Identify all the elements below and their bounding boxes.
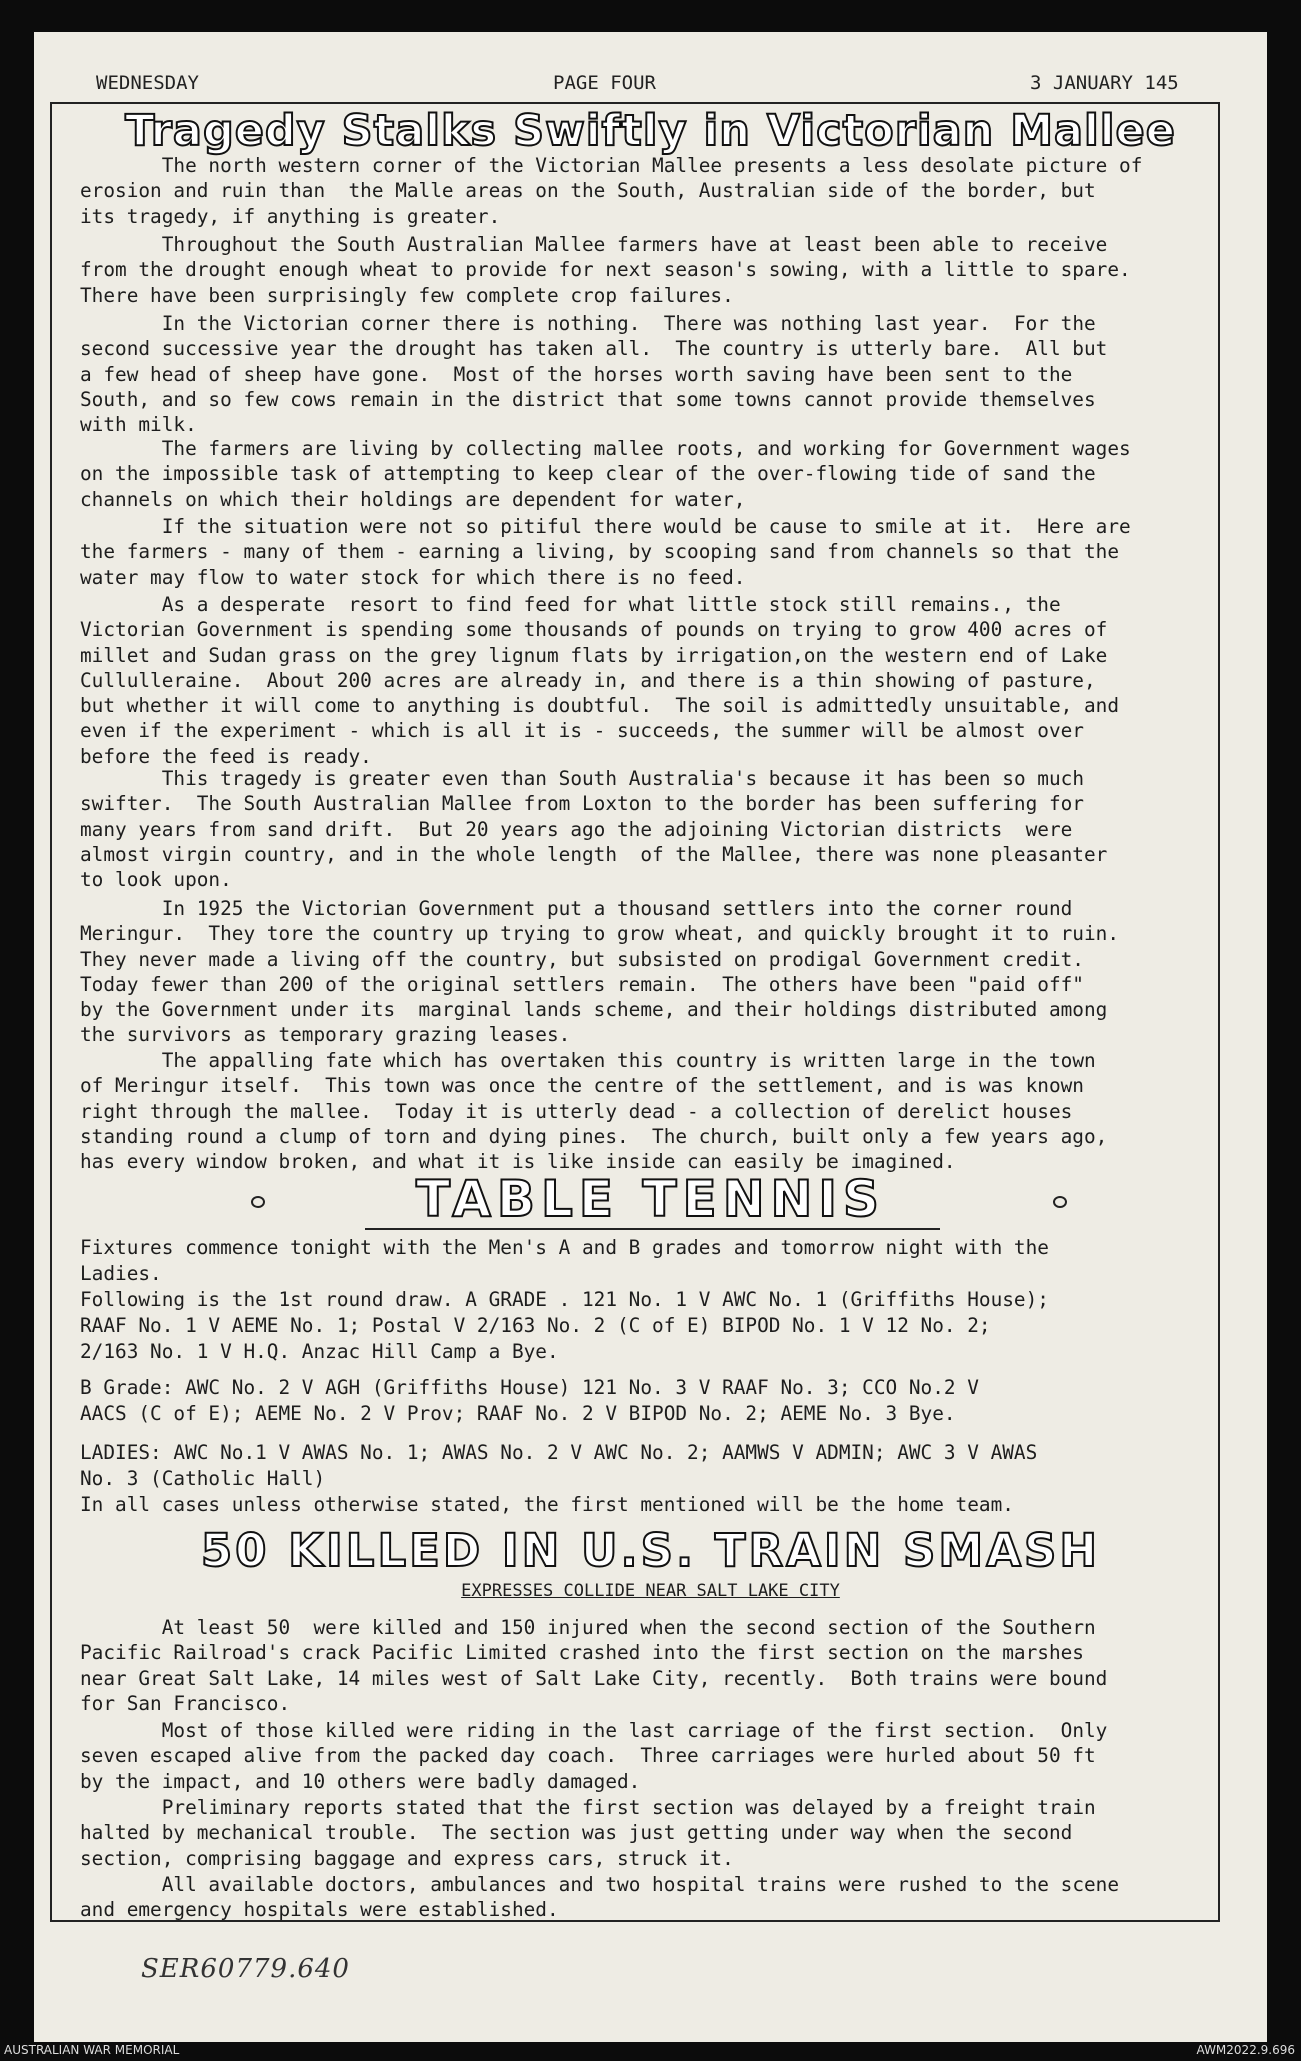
headline-underline xyxy=(365,1228,940,1230)
fixture-line: Ladies. xyxy=(80,1262,162,1285)
header-day: WEDNESDAY xyxy=(96,72,199,94)
header-page: PAGE FOUR xyxy=(553,72,656,94)
paragraph: If the situation were not so pitiful there would be cause to smile at it. Here are the farmers - many of them - earning a living, by scooping sand from channels so that the water may flow to water stock for which there is no feed. xyxy=(80,515,1131,589)
paragraph: As a desperate resort to find feed for what little stock still remains., the Victorian Government is spending some thousands of pounds on trying to grow 400 acres of millet and Sudan grass on the grey lignum flats by irrigation,on the western end of Lake Cullulleraine. About 200 acres are already in, and there is a thin showing of pasture, but whether it will come to anything is doubtful. The soil is admittedly unsuitable, and even if the experiment - which is all it is - succeeds, the summer will be almost over before the feed is ready. xyxy=(80,593,1119,768)
paragraph: Most of those killed were riding in the last carriage of the first section. Only seven escaped alive from the packed day coach. Three carriages were hurled about 50 ft by the impact, and 10 others were badly damaged. xyxy=(80,1719,1108,1793)
fixture-line: 2/163 No. 1 V H.Q. Anzac Hill Camp a Bye. xyxy=(80,1340,559,1363)
fixture-line: B Grade: AWC No. 2 V AGH (Griffiths House) 121 No. 3 V RAAF No. 3; CCO No.2 V xyxy=(80,1376,979,1399)
fixture-line: RAAF No. 1 V AEME No. 1; Postal V 2/163 No. 2 (C of E) BIPOD No. 1 V 12 No. 2; xyxy=(80,1314,991,1337)
subheadline: EXPRESSES COLLIDE NEAR SALT LAKE CITY xyxy=(461,1581,840,1601)
bullet-icon xyxy=(1053,1196,1067,1208)
headline-mallee: Tragedy Stalks Swiftly in Victorian Mallee xyxy=(125,106,1176,156)
fixture-line: AACS (C of E); AEME No. 2 V Prov; RAAF No. 2 V BIPOD No. 2; AEME No. 3 Bye. xyxy=(80,1402,956,1425)
paragraph: The appalling fate which has overtaken this country is written large in the town of Meringur itself. This town was once the centre of the settlement, and is was known right through the mallee. Today it is utterly dead - a collection of derelict houses standing round a clump of torn and dying pines. The church, built only a few years ago, has every window broken, and what it is like inside can easily be imagined. xyxy=(80,1049,1108,1174)
footer-credit: AUSTRALIAN WAR MEMORIAL xyxy=(4,2043,180,2057)
paragraph: This tragedy is greater even than South Australia's because it has been so much swifter. The South Australian Mallee from Loxton to the border has been suffering for many years from sand drift. But 20 years ago the adjoining Victorian districts were almost virgin country, and in the whole length of the Mallee, there was none pleasanter to look upon. xyxy=(80,767,1108,892)
headline-table-tennis: TABLE TENNIS xyxy=(415,1170,886,1228)
handwritten-annotation: SER60779.640 xyxy=(141,1954,350,1984)
fixture-line: Fixtures commence tonight with the Men's A and B grades and tomorrow night with the xyxy=(80,1236,1049,1259)
paragraph: All available doctors, ambulances and two hospital trains were rushed to the scene and emergency hospitals were established. xyxy=(80,1873,1120,1922)
header-date: 3 JANUARY 145 xyxy=(1030,72,1179,94)
fixture-line: No. 3 (Catholic Hall) xyxy=(80,1467,326,1490)
paragraph: Preliminary reports stated that the first section was delayed by a freight train halted by mechanical trouble. The section was just getting under way when the second section, comprising baggage and express cars, struck it. xyxy=(80,1796,1096,1870)
footer-accession: AWM2022.9.696 xyxy=(1196,2043,1295,2057)
fixture-line: Following is the 1st round draw. A GRADE . 121 No. 1 V AWC No. 1 (Griffiths House); xyxy=(80,1288,1049,1311)
paragraph: In the Victorian corner there is nothing. There was nothing last year. For the second successive year the drought has taken all. The country is utterly bare. All but a few head of sheep have gone. Most of the horses worth saving have been sent to the South, and so few cows remain in the district that some towns cannot provide themselves with milk. xyxy=(80,312,1108,437)
fixture-line: LADIES: AWC No.1 V AWAS No. 1; AWAS No. 2 V AWC No. 2; AAMWS V ADMIN; AWC 3 V AWAS xyxy=(80,1441,1038,1464)
paragraph: The farmers are living by collecting mallee roots, and working for Government wages on the impossible task of attempting to keep clear of the over-flowing tide of sand the channels on which their holdings are dependent for water, xyxy=(80,437,1131,511)
fixture-line: In all cases unless otherwise stated, the first mentioned will be the home team. xyxy=(80,1493,1014,1516)
paragraph: At least 50 were killed and 150 injured when the second section of the Southern Pacific Railroad's crack Pacific Limited crashed into the first section on the marshes near Great Salt Lake, 14 miles west of Salt Lake City, recently. Both trains were bound for San Francisco. xyxy=(80,1616,1108,1715)
paragraph: Throughout the South Australian Mallee farmers have at least been able to receive from the drought enough wheat to provide for next season's sowing, with a little to spare. There have been surprisingly few complete crop failures. xyxy=(80,233,1131,307)
paragraph: The north western corner of the Victorian Mallee presents a less desolate picture of erosion and ruin than the Malle areas on the South, Australian side of the border, but its tragedy, if anything is greater. xyxy=(80,154,1143,228)
headline-train-smash: 50 KILLED IN U.S. TRAIN SMASH xyxy=(200,1524,1101,1577)
paragraph: In 1925 the Victorian Government put a thousand settlers into the corner round Meringur. They tore the country up trying to grow wheat, and quickly brought it to ruin. They never made a living off the country, but subsisted on prodigal Government credit. Today fewer than 200 of the original settlers remain. The others have been "paid off" by the Government under its marginal lands scheme, and their holdings distributed among the survivors as temporary grazing leases. xyxy=(80,897,1119,1047)
